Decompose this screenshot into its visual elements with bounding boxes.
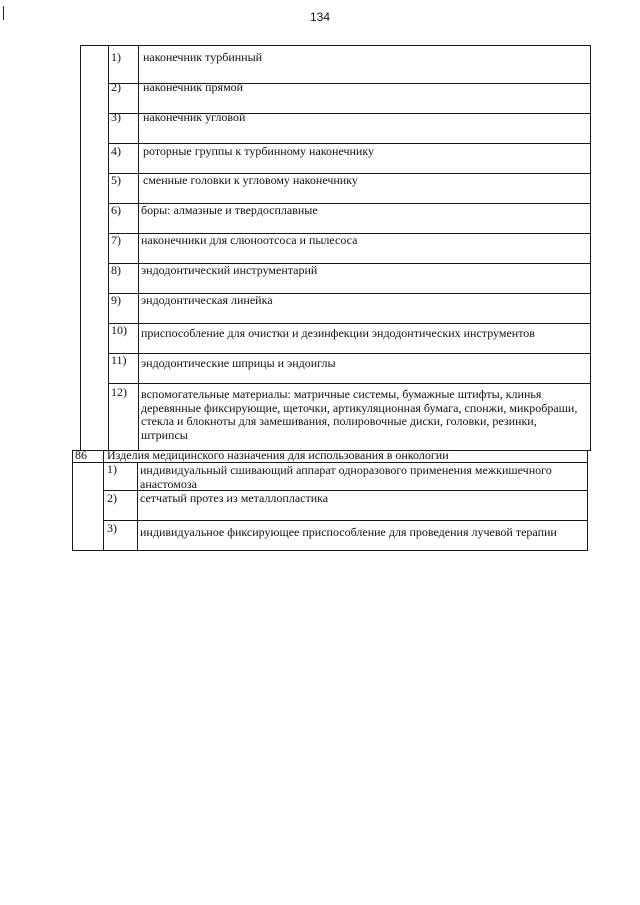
table-rule [103,520,588,521]
row-text: индивидуальное фиксирующее приспособление для проведения лучевой терапии [140,525,557,539]
row-text: роторные группы к турбинному наконечнику [143,144,375,158]
table-col-divider [138,45,139,450]
section-number: 86 [75,448,87,462]
page-number: 134 [309,10,331,24]
table-rule [108,383,591,384]
row-text: наконечники для слюноотсоса и пылесоса [141,233,358,247]
row-text: боры: алмазные и твердосплавные [141,203,318,217]
row-text: эндодонтическая линейка [141,293,273,307]
section-title: Изделия медицинского назначения для использования в онкологии [107,448,449,462]
row-number: 2) [107,491,117,505]
table-border-right [587,450,588,551]
table-rule [72,550,588,551]
table-col-divider [137,462,138,551]
row-number: 8) [111,263,121,277]
table-border-left [72,450,73,551]
table-col-divider [103,450,104,551]
row-number: 2) [111,80,121,94]
row-text: эндодонтические шприцы и эндоиглы [141,356,336,370]
table-border-right [590,45,591,450]
table-col-divider [108,45,109,450]
row-text: наконечник угловой [143,110,246,124]
table-border-left [80,45,81,450]
row-number: 10) [111,323,127,337]
row-number: 12) [111,385,127,399]
row-text: эндодонтический инструментарий [141,263,318,277]
table-rule [108,353,591,354]
row-text: сетчатый протез из металлопластика [140,491,329,505]
row-number: 1) [111,50,121,64]
row-text: сменные головки к угловому наконечнику [143,173,358,187]
row-number: 9) [111,293,121,307]
row-text: индивидуальный сшивающий аппарат одноразового применения межкишечного анастомоза [140,463,552,491]
row-number: 3) [111,110,121,124]
row-text: наконечник турбинный [143,50,263,64]
row-number: 11) [111,353,127,367]
table-rule [80,45,591,46]
row-number: 6) [111,203,121,217]
row-number: 3) [107,521,117,535]
row-number: 5) [111,173,121,187]
row-text: вспомогательные материалы: матричные системы, бумажные штифты, клинья деревянные фиксирующие, щеточки, артикуляционная бумага, спонжи, микробраши, стекла и блокноты для замешивания, полировочные диски, головки, резинки, штрипсы [141,387,578,442]
row-number: 4) [111,144,121,158]
table-rule [108,323,591,324]
row-number: 7) [111,233,121,247]
row-text: наконечник прямой [143,80,244,94]
row-text: приспособление для очистки и дезинфекции эндодонтических инструментов [141,326,535,340]
row-number: 1) [107,462,117,476]
